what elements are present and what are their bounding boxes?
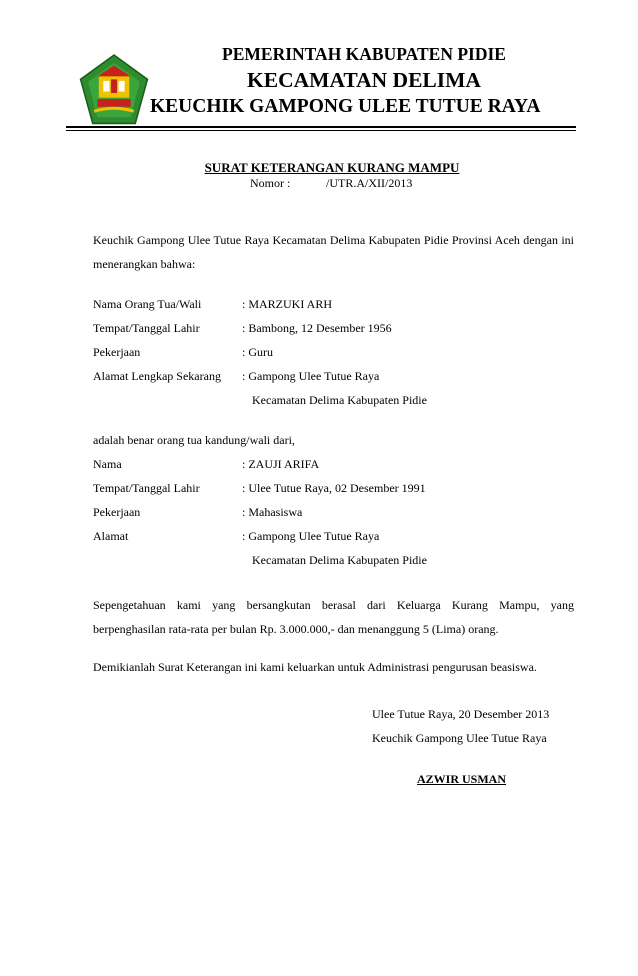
letterhead-district: KECAMATAN DELIMA (247, 68, 481, 92)
parent-address-value: : Gampong Ulee Tutue Raya (242, 369, 380, 383)
parent-address-label: Alamat Lengkap Sekarang (93, 369, 221, 383)
signatory-name: AZWIR USMAN (417, 772, 507, 786)
letterhead-divider (66, 126, 576, 128)
child-birth-label: Tempat/Tanggal Lahir (93, 481, 200, 495)
document-number-value: /UTR.A/XII/2013 (326, 176, 413, 190)
document-number-label: Nomor : (250, 176, 291, 190)
signature-place-date: Ulee Tutue Raya, 20 Desember 2013 (372, 707, 550, 721)
parent-birth-label: Tempat/Tanggal Lahir (93, 321, 200, 335)
child-address-line2: Kecamatan Delima Kabupaten Pidie (252, 553, 427, 567)
parent-job-label: Pekerjaan (93, 345, 141, 359)
child-address-label: Alamat (93, 529, 129, 543)
intro-paragraph: Keuchik Gampong Ulee Tutue Raya Kecamatan Delima Kabupaten Pidie Provinsi Aceh dengan ini menerangkan bahwa: (93, 233, 574, 271)
signature-position: Keuchik Gampong Ulee Tutue Raya (372, 731, 547, 745)
parent-name-value: : MARZUKI ARH (242, 297, 333, 311)
parent-job-value: : Guru (242, 345, 273, 359)
document-title: SURAT KETERANGAN KURANG MAMPU (204, 160, 460, 175)
child-name-label: Nama (93, 457, 122, 471)
letterhead-divider-thin (66, 130, 576, 131)
child-name-value: : ZAUJI ARIFA (242, 457, 320, 471)
parent-address-line2: Kecamatan Delima Kabupaten Pidie (252, 393, 427, 407)
child-address-value: : Gampong Ulee Tutue Raya (242, 529, 380, 543)
parent-birth-value: : Bambong, 12 Desember 1956 (242, 321, 392, 335)
child-intro: adalah benar orang tua kandung/wali dari, (93, 433, 295, 447)
statement-paragraph: Sepengetahuan kami yang bersangkutan berasal dari Keluarga Kurang Mampu, yang berpenghasilan rata-rata per bulan Rp. 3.000.000,- dan menanggung 5 (Lima) orang. (93, 598, 574, 636)
parent-name-label: Nama Orang Tua/Wali (93, 297, 202, 311)
letterhead-government: PEMERINTAH KABUPATEN PIDIE (222, 44, 506, 64)
child-job-label: Pekerjaan (93, 505, 141, 519)
child-birth-value: : Ulee Tutue Raya, 02 Desember 1991 (242, 481, 426, 495)
child-job-value: : Mahasiswa (242, 505, 303, 519)
letterhead-village-head: KEUCHIK GAMPONG ULEE TUTUE RAYA (150, 96, 541, 117)
closing-paragraph: Demikianlah Surat Keterangan ini kami keluarkan untuk Administrasi pengurusan beasiswa. (93, 660, 537, 674)
